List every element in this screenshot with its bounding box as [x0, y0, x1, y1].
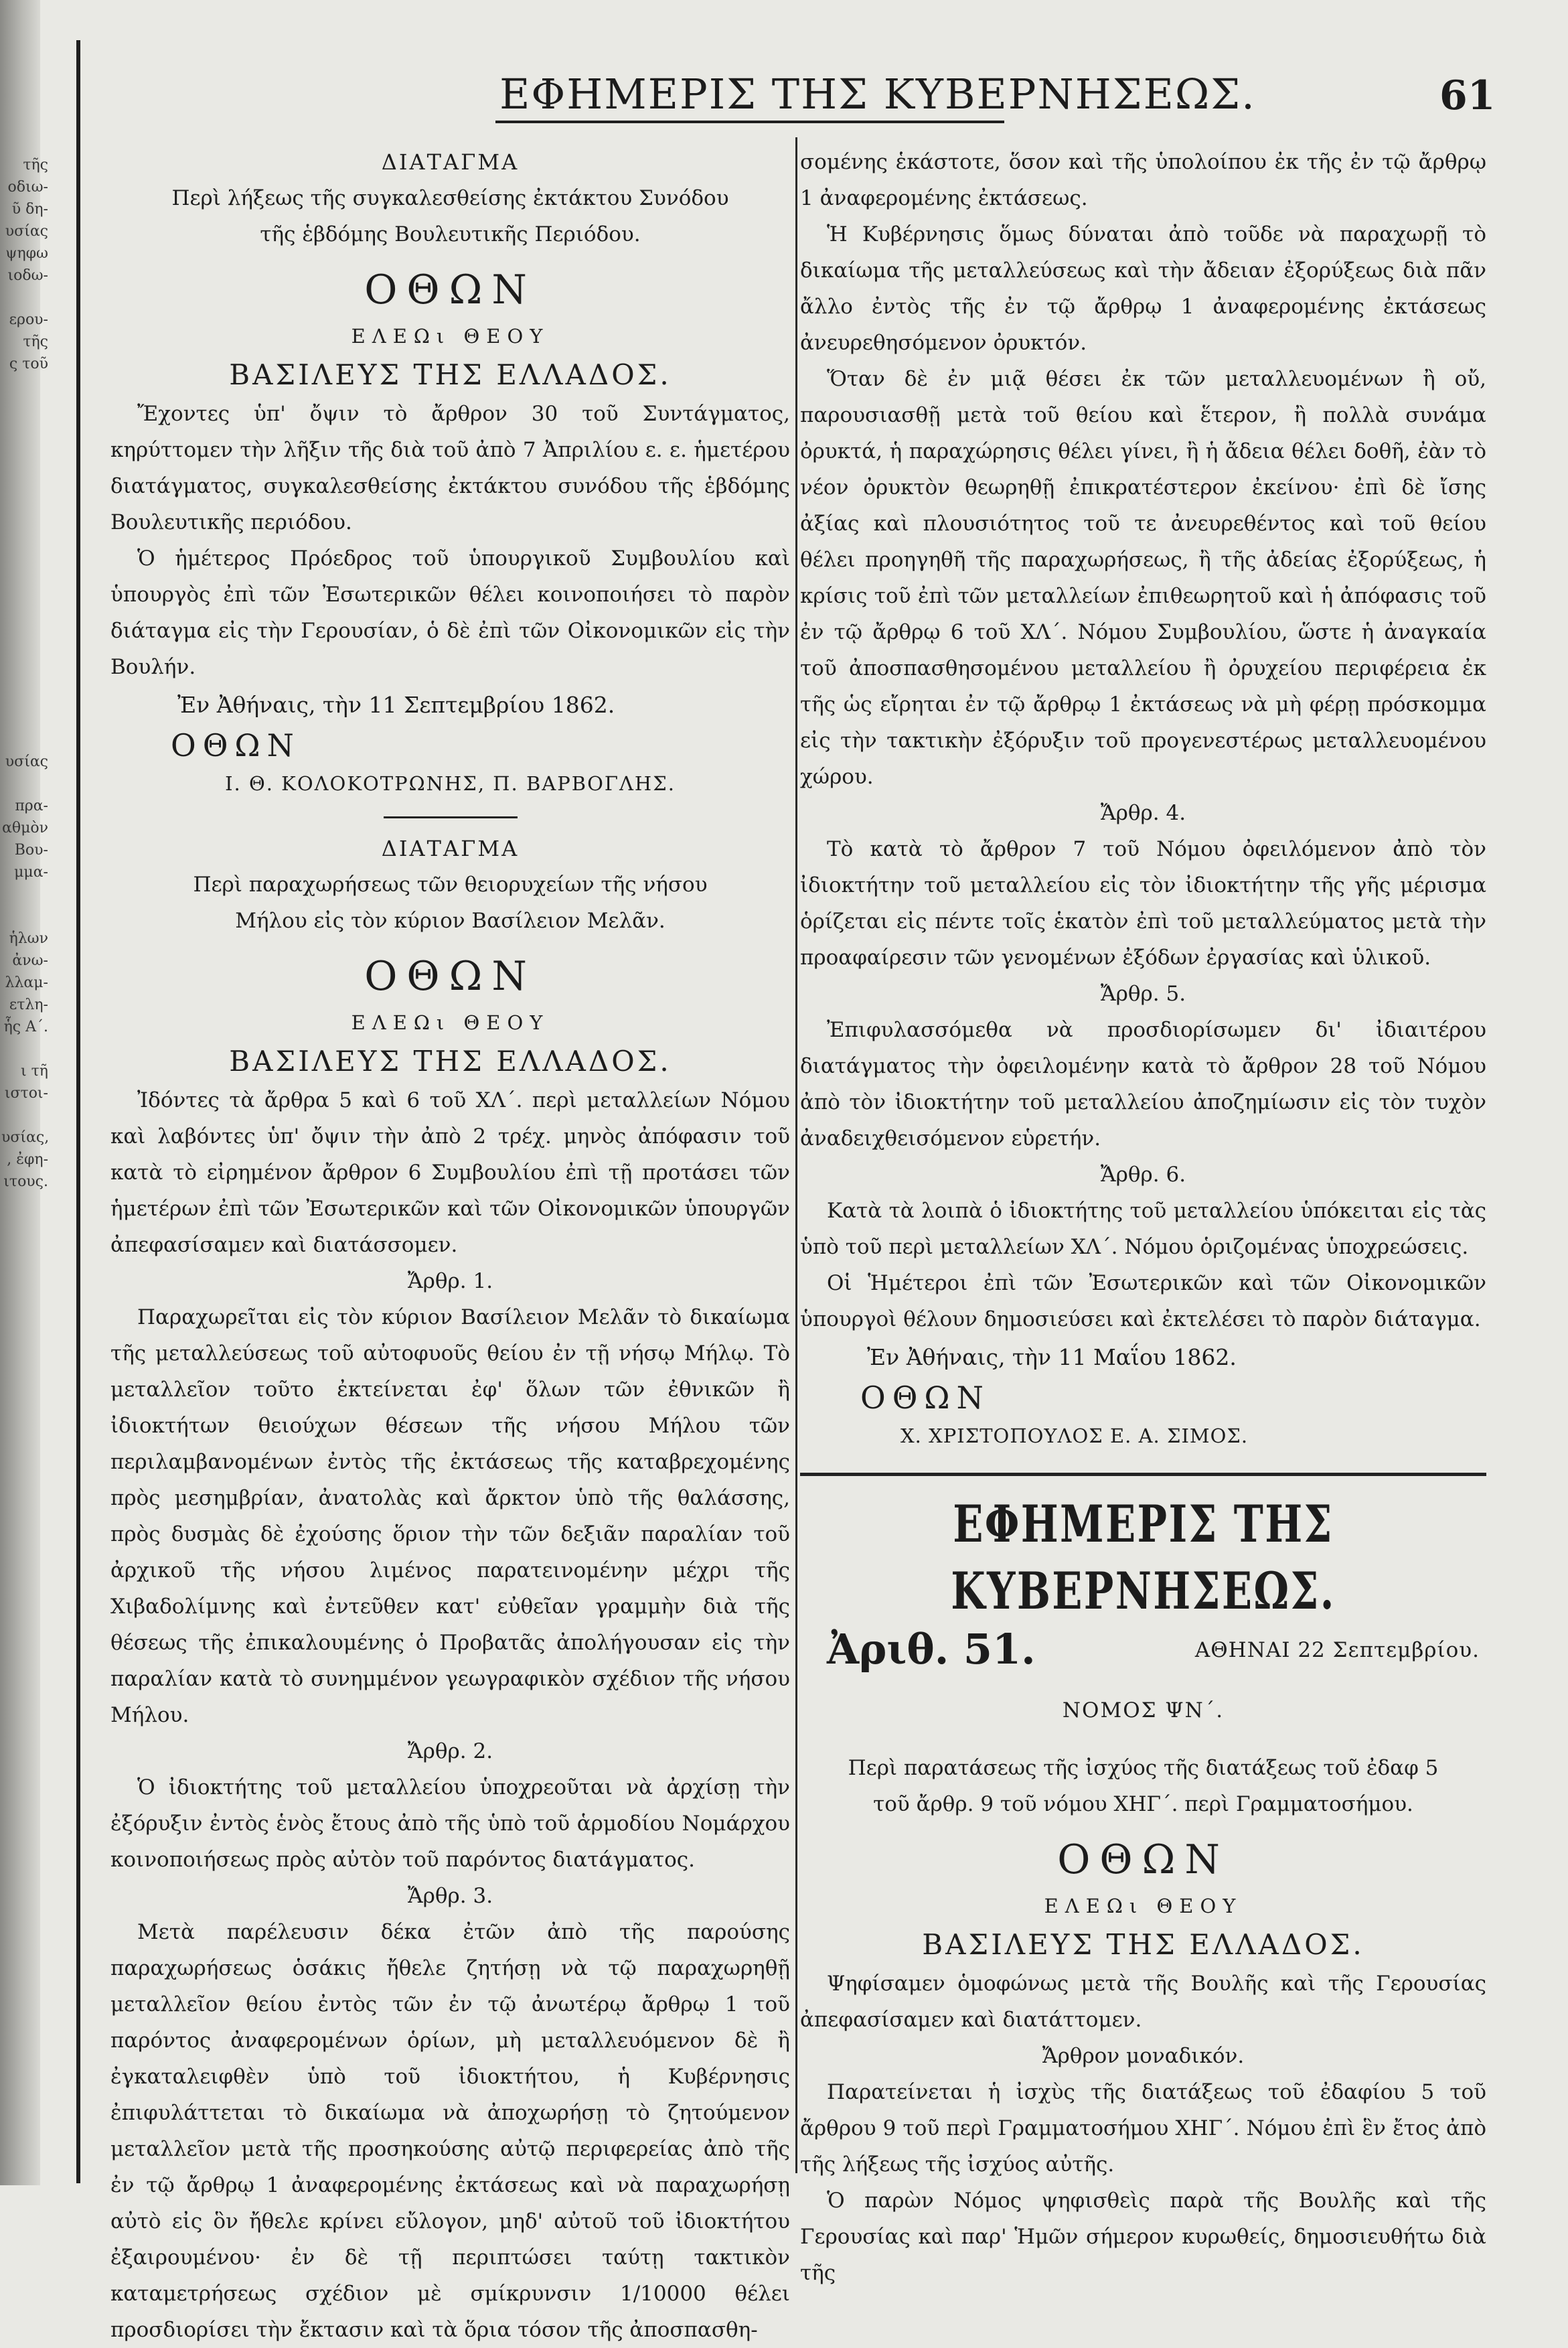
decree-heading: ΔΙΑΤΑΓΜΑ — [381, 836, 520, 861]
king-name: ΟΘΩΝ — [364, 953, 536, 1000]
margin-fragment: τῆς — [23, 157, 48, 173]
previous-page-margin-fragments — [1, 154, 48, 1193]
issue-row — [800, 1625, 1486, 1685]
margin-fragment — [1, 419, 48, 441]
section-rule — [800, 1473, 1486, 1476]
margin-fragment: ι τῆ — [21, 1063, 48, 1080]
margin-fragment: ιτους. — [3, 1173, 48, 1190]
law-preamble: Ψηφίσαμεν ὁμοφώνως μετὰ τῆς Βουλῆς καὶ τῆς Γερουσίας ἀπεφασίσαμεν καὶ διατάττομεν. — [800, 1972, 1486, 2032]
margin-fragment: λλαμ- — [5, 974, 48, 991]
margin-fragment — [1, 1038, 48, 1060]
margin-fragment: αθμὸν — [1, 820, 48, 836]
article-text: Τὸ κατὰ τὸ ἄρθρον 7 τοῦ Νόμου ὀφειλόμενον ἀπὸ τὸν ἰδιοκτήτην τοῦ μεταλλείου εἰς τὸν ἰδιοκτήτην τῆς γῆς μέρισμα ὁρίζεται εἰς πέντε τοῖς ἑκατὸν ἐπὶ τοῦ μεταλλεύματος μετὰ τὴν προαφαίρεσιν τῶν γενομένων ἐξόδων ἐργασίας καὶ ὑλικοῦ. — [800, 837, 1486, 970]
margin-fragment — [1, 574, 48, 596]
margin-fragment — [1, 905, 48, 928]
page-number: 61 — [1439, 72, 1496, 119]
gazette-issue-51 — [800, 1491, 1486, 2291]
issue-number: Ἀριθ. 51. — [827, 1625, 1036, 1674]
margin-fragment — [1, 618, 48, 640]
king-title: ΒΑΣΙΛΕΥΣ ΤΗΣ ΕΛΛΑΔΟΣ. — [922, 1928, 1364, 1961]
gazette-masthead: ΕΦΗΜΕΡΙΣ ΤΗΣ ΚΥΒΕΡΝΗΣΕΩΣ. — [951, 1494, 1336, 1621]
law-text: Ὁ παρὼν Νόμος ψηφισθεὶς παρὰ τῆς Βουλῆς καὶ τῆς Γερουσίας καὶ παρ' Ἡμῶν σήμερον κυρωθείς, δημοσιευθήτω διὰ τῆς — [800, 2189, 1486, 2285]
margin-fragment — [1, 1104, 48, 1126]
by-grace-of-god: ΕΛΕΩι ΘΕΟΥ — [351, 1011, 550, 1034]
margin-fragment: πρα- — [15, 798, 48, 814]
decree-date: Ἐν Ἀθήναις, τὴν 11 Σεπτεμβρίου 1862. — [177, 692, 615, 718]
margin-fragment — [1, 729, 48, 751]
article-text: Μετὰ παρέλευσιν δέκα ἐτῶν ἀπὸ τῆς παρούσης παραχωρήσεως ὁσάκις ἤθελε ζητήσῃ νὰ τῷ παραχωρηθῇ μεταλλεῖον θείου ἐντὸς τῶν ἐν τῷ ἀνωτέρῳ ἄρθρῳ 1 τοῦ παρόντος ἀναφερομένων ὁρίων, μὴ μεταλλευόμενον δὲ ἢ ἐγκαταλειφθὲν ὑπὸ τοῦ ἰδιοκτήτου, ἡ Κυβέρνησις ἐπιφυλάττεται τὸ δικαίωμα νὰ ἀποχωρήσῃ τὸ ζητούμενον μεταλλεῖον μετὰ τῆς προσηκούσης αὐτῷ περιφερείας ἀπὸ τῆς ἐν τῷ ἄρθρῳ 1 ἀναφερομένης ἐκτάσεως καὶ νὰ παραχωρήσῃ αὐτὸ εἰς ὃν ἤθελε κρίνει εὔλογον, μηδ' αὐτοῦ τοῦ ἰδιοκτήτου ἐξαιρουμένου· ἐν δὲ τῇ περιπτώσει ταύτῃ τακτικὸν καταμετρήσεως σχέδιον μὲ σμίκρυνσιν 1/10000 θέλει προσδιορίσει τὴν ἔκτασιν καὶ τὰ ὅρια τόσον τῆς ἀποσπασθη- — [110, 1920, 790, 2342]
article-text: Παραχωρεῖται εἰς τὸν κύριον Βασίλειον Μελᾶν τὸ δικαίωμα τῆς μεταλλεύσεως τοῦ αὐτοφυοῦς θείου ἐν τῇ νήσῳ Μήλῳ. Τὸ μεταλλεῖον τοῦτο ἐκτείνεται ἐφ' ὅλων τῶν ἐθνικῶν ἢ ἰδιοκτήτων θειούχων θέσεων τῆς νήσου Μήλου τῶν περιλαμβανομένων ἐντὸς τῆς ἐκτάσεως τῆς καταβρεχομένης πρὸς μεσημβρίαν, ἀνατολὰς καὶ ἄρκτον ὑπὸ τῆς θαλάσσης, πρὸς δυσμὰς δὲ ἐχούσης ὅριον τὴν τῶν δεξιᾶν παραλίαν τοῦ ἀρχικοῦ τῆς νήσου λιμένος παρατεινομένην μέχρι τῆς Χιβαδολίμνης καὶ ἐντεῦθεν κατ' εὐθεῖαν γραμμὴν διὰ τῆς θέσεως τῆς ἐπικαλουμένης ὁ Προβατᾶς ἀπολήγουσαν εἰς τὴν παραλίαν κατὰ τὸ συνημμένον γεωγραφικὸν σχέδιον τῆς νήσου Μήλου. — [110, 1305, 790, 1727]
king-title: ΒΑΣΙΛΕΥΣ ΤΗΣ ΕΛΛΑΔΟΣ. — [229, 358, 672, 391]
running-title-rule — [495, 121, 1004, 123]
margin-fragment: οδιω- — [7, 179, 48, 196]
margin-fragment: ἡλων — [9, 930, 48, 947]
article-text: Κατὰ τὰ λοιπὰ ὁ ἰδιοκτήτης τοῦ μεταλλείου ὑπόκειται εἰς τὰς ὑπὸ τοῦ περὶ μεταλλείων ΧΛ΄. Νόμου ὁριζομένας ὑποχρεώσεις. — [800, 1199, 1486, 1259]
margin-fragment — [1, 883, 48, 905]
margin-fragment — [1, 508, 48, 530]
article-label: Ἄρθρ. 5. — [1100, 982, 1186, 1006]
article-text: Ἡ Κυβέρνησις ὅμως δύναται ἀπὸ τοῦδε νὰ παραχωρῇ τὸ δικαίωμα τῆς μεταλλεύσεως καὶ τὴν ἄδειαν ἐξορύξεως διὰ πᾶν ἄλλο ἐντὸς τῆς ἐν τῷ ἄρθρῳ 1 ἀναφερομένης ἐκτάσεως ἀνευρεθησόμενον ὀρυκτόν. — [800, 222, 1486, 355]
running-title: ΕΦΗΜΕΡΙΣ ΤΗΣ ΚΥΒΕΡΝΗΣΕΩΣ. — [499, 70, 1256, 119]
article-label: Ἄρθρ. 3. — [407, 1884, 493, 1908]
margin-fragment: , ἐφη- — [7, 1151, 48, 1168]
article-label: Ἄρθρ. 1. — [407, 1269, 493, 1293]
article-text: σομένης ἑκάστοτε, ὅσον καὶ τῆς ὑπολοίπου ἐκ τῆς ἐν τῷ ἄρθρῳ 1 ἀναφερομένης ἐκτάσεως. — [800, 150, 1486, 210]
signatories: Ι. Θ. ΚΟΛΟΚΟΤΡΩΝΗΣ, Π. ΒΑΡΒΟΓΛΗΣ. — [225, 772, 676, 795]
margin-fragment: μμα- — [14, 864, 48, 881]
margin-fragment — [1, 640, 48, 662]
signature-king: ΟΘΩΝ — [860, 1380, 990, 1416]
margin-fragment — [1, 773, 48, 795]
margin-fragment: ιστοι- — [4, 1085, 48, 1102]
king-name: ΟΘΩΝ — [1057, 1836, 1229, 1883]
margin-fragment — [1, 596, 48, 618]
law-subject: Περὶ παρατάσεως τῆς ἰσχύος τῆς διατάξεως τοῦ ἐδαφ 5 τοῦ ἄρθρ. 9 τοῦ νόμου ΧΗΓ΄. περὶ Γραμματοσήμου. — [848, 1756, 1439, 1816]
law-text: Παρατείνεται ἡ ἰσχὺς τῆς διατάξεως τοῦ ἐδαφίου 5 τοῦ ἄρθρου 9 τοῦ περὶ Γραμματοσήμου ΧΗΓ΄. Νόμου ἐπὶ ἓν ἔτος ἀπὸ τῆς λήξεως τῆς ἰσχύος αὐτῆς. — [800, 2080, 1486, 2177]
decree-paragraph: Ὁ ἡμέτερος Πρόεδρος τοῦ ὑπουργικοῦ Συμβουλίου καὶ ὑπουργὸς ἐπὶ τῶν Ἐσωτερικῶν θέλει κοινοποιήσει τὸ παρὸν διάταγμα εἰς τὴν Γερουσίαν, ὁ δὲ ἐπὶ τῶν Οἰκονομικῶν εἰς τὴν Βουλήν. — [110, 546, 790, 679]
margin-fragment — [1, 684, 48, 707]
left-column — [110, 144, 790, 2348]
margin-fragment: ψηφω — [5, 245, 48, 262]
margin-fragment: ιοδω- — [7, 267, 48, 284]
decree-preamble: Ἰδόντες τὰ ἄρθρα 5 καὶ 6 τοῦ ΧΛ΄. περὶ μεταλλείων Νόμου καὶ λαβόντες ὑπ' ὄψιν τὴν ἀπὸ 2 τρέχ. μηνὸς ἀπόφασιν τοῦ κατὰ τὸ εἰρημένον ἄρθρον 6 Συμβουλίου ἐπὶ τῇ προτάσει τῶν ἡμετέρων ἐπὶ τῶν Ἐσωτερικῶν καὶ τῶν Οἰκονομικῶν ὑπουργῶν ἀπεφασίσαμεν καὶ διατάσσομεν. — [110, 1088, 790, 1257]
article-text: Ὅταν δὲ ἐν μιᾷ θέσει ἐκ τῶν μεταλλευομένων ἢ οὔ, παρουσιασθῇ μετὰ τοῦ θείου καὶ ἕτερον, ἢ πολλὰ συνάμα ὀρυκτά, ἡ παραχώρησις θέλει γίνει, ἢ ἡ ἄδεια θέλει δοθῆ, ἐὰν τὸ νέον ὀρυκτὸν θεωρηθῇ ἐπικρατέστερον ἐκείνου· ἐπὶ δὲ ἴσης ἀξίας καὶ πλουσιότητος τοῦ τε ἀνευρεθέντος καὶ τοῦ θείου θέλει προηγηθῆ τῆς παραχωρήσεως, ἢ τῆς ἀδείας ἐξορύξεως, ἡ κρίσις τοῦ ἐπὶ τῶν μεταλλείων ἐπιθεωρητοῦ καὶ ἡ ἀπόφασις τοῦ ἐν τῷ ἄρθρῳ 6 τοῦ ΧΛ΄. Νόμου Συμβουλίου, ὥστε ἡ ἀναγκαία τοῦ ἀποσπασθησομένου μεταλλείου ἢ ὀρυχείου περιφέρεια ἐκ τῆς ὡς εἴρηται ἐν τῷ ἄρθρῳ 1 ἐκτάσεως νὰ μὴ φέρῃ πρόσκομμα εἰς τὴν τακτικὴν ἐξόρυξιν τοῦ προγενεστέρως μεταλλευομένου χώρου. — [800, 367, 1486, 789]
margin-fragment: ερου- — [9, 311, 48, 328]
margin-fragment — [1, 397, 48, 419]
article-text: Ὁ ἰδιοκτήτης τοῦ μεταλλείου ὑποχρεοῦται νὰ ἀρχίσῃ τὴν ἐξόρυξιν ἐντὸς ἑνὸς ἔτους ἀπὸ τῆς ὑπὸ τοῦ ἁρμοδίου Νομάρχου κοινοποιήσεως πρὸς αὐτὸν τοῦ παρόντος διατάγματος. — [110, 1775, 790, 1872]
decree-termination-of-session — [110, 144, 790, 802]
margin-fragment: ς τοῦ — [9, 356, 48, 372]
decree-subject: Περὶ παραχωρήσεως τῶν θειορυχείων τῆς νήσου Μήλου εἰς τὸν κύριον Βασίλειον Μελᾶν. — [193, 873, 708, 933]
margin-fragment: υσίας — [5, 753, 48, 770]
article-label: Ἄρθρ. 4. — [1100, 801, 1186, 825]
by-grace-of-god: ΕΛΕΩι ΘΕΟΥ — [1044, 1895, 1243, 1917]
article-label: Ἄρθρον μοναδικόν. — [1042, 2044, 1245, 2068]
margin-fragment — [1, 486, 48, 508]
article-label: Ἄρθρ. 2. — [407, 1739, 493, 1763]
decree-continuation — [800, 144, 1486, 1454]
decree-heading: ΔΙΑΤΑΓΜΑ — [381, 149, 520, 175]
section-rule — [384, 816, 518, 818]
margin-fragment: ἀνω- — [12, 952, 48, 969]
gutter-edge — [76, 40, 80, 2183]
decree-subject: Περὶ λήξεως τῆς συγκαλεσθείσης ἐκτάκτου Συνόδου τῆς ἑβδόμης Βουλευτικῆς Περιόδου. — [171, 186, 729, 246]
issue-date: ΑΘΗΝΑΙ 22 Σεπτεμβρίου. — [1194, 1638, 1480, 1662]
decree-date: Ἐν Ἀθήναις, τὴν 11 Μαΐου 1862. — [867, 1344, 1237, 1370]
margin-fragment — [1, 707, 48, 729]
by-grace-of-god: ΕΛΕΩι ΘΕΟΥ — [351, 325, 550, 348]
margin-fragment: ῦ δη- — [11, 201, 48, 218]
margin-fragment: τῆς — [23, 334, 48, 350]
margin-fragment: Βου- — [14, 842, 48, 859]
signatories: Χ. ΧΡΙΣΤΟΠΟΥΛΟΣ Ε. Α. ΣΙΜΟΣ. — [900, 1424, 1249, 1447]
margin-fragment — [1, 441, 48, 463]
decree-sulphur-mines-milos — [110, 830, 790, 2348]
margin-fragment — [1, 463, 48, 486]
column-divider — [795, 137, 797, 2173]
margin-fragment — [1, 375, 48, 397]
margin-fragment — [1, 662, 48, 684]
margin-fragment: ετλη- — [9, 997, 48, 1013]
margin-fragment — [1, 287, 48, 309]
right-column — [800, 144, 1486, 2291]
signature-king: ΟΘΩΝ — [171, 727, 301, 763]
article-text: Ἐπιφυλασσόμεθα νὰ προσδιορίσωμεν δι' ἰδιαιτέρου διατάγματος τὴν ὀφειλομένην κατὰ τὸ ἄρθρον 28 τοῦ Νόμου ἀπὸ τὸν ἰδιοκτήτην τοῦ μεταλλείου ἀποζημίωσιν εἰς τὸν τυχὸν ἀναδειχθεισόμενον εὑρετήν. — [800, 1018, 1486, 1151]
margin-fragment: υσίας — [5, 223, 48, 240]
margin-fragment — [1, 552, 48, 574]
margin-fragment — [1, 530, 48, 552]
law-heading: ΝΟΜΟΣ ΨΝ΄. — [1062, 1698, 1225, 1722]
decree-closing: Οἱ Ἡμέτεροι ἐπὶ τῶν Ἐσωτερικῶν καὶ τῶν Οἰκονομικῶν ὑπουργοὶ θέλουν δημοσιεύσει καὶ ἐκτελέσει τὸ παρὸν διάταγμα. — [800, 1271, 1486, 1331]
margin-fragment: υσίας, — [1, 1129, 50, 1146]
decree-paragraph: Ἔχοντες ὑπ' ὄψιν τὸ ἄρθρον 30 τοῦ Συντάγματος, κηρύττομεν τὴν λῆξιν τῆς διὰ τοῦ ἀπὸ 7 Ἀπριλίου ε. ε. ἡμετέρου διατάγματος, συγκαλεσθείσης ἐκτάκτου συνόδου τῆς ἑβδόμης Βουλευτικῆς περιόδου. — [110, 402, 790, 534]
king-name: ΟΘΩΝ — [364, 267, 536, 313]
margin-fragment: ἧς Α΄. — [3, 1019, 48, 1035]
king-title: ΒΑΣΙΛΕΥΣ ΤΗΣ ΕΛΛΑΔΟΣ. — [229, 1045, 672, 1078]
article-label: Ἄρθρ. 6. — [1100, 1163, 1186, 1187]
